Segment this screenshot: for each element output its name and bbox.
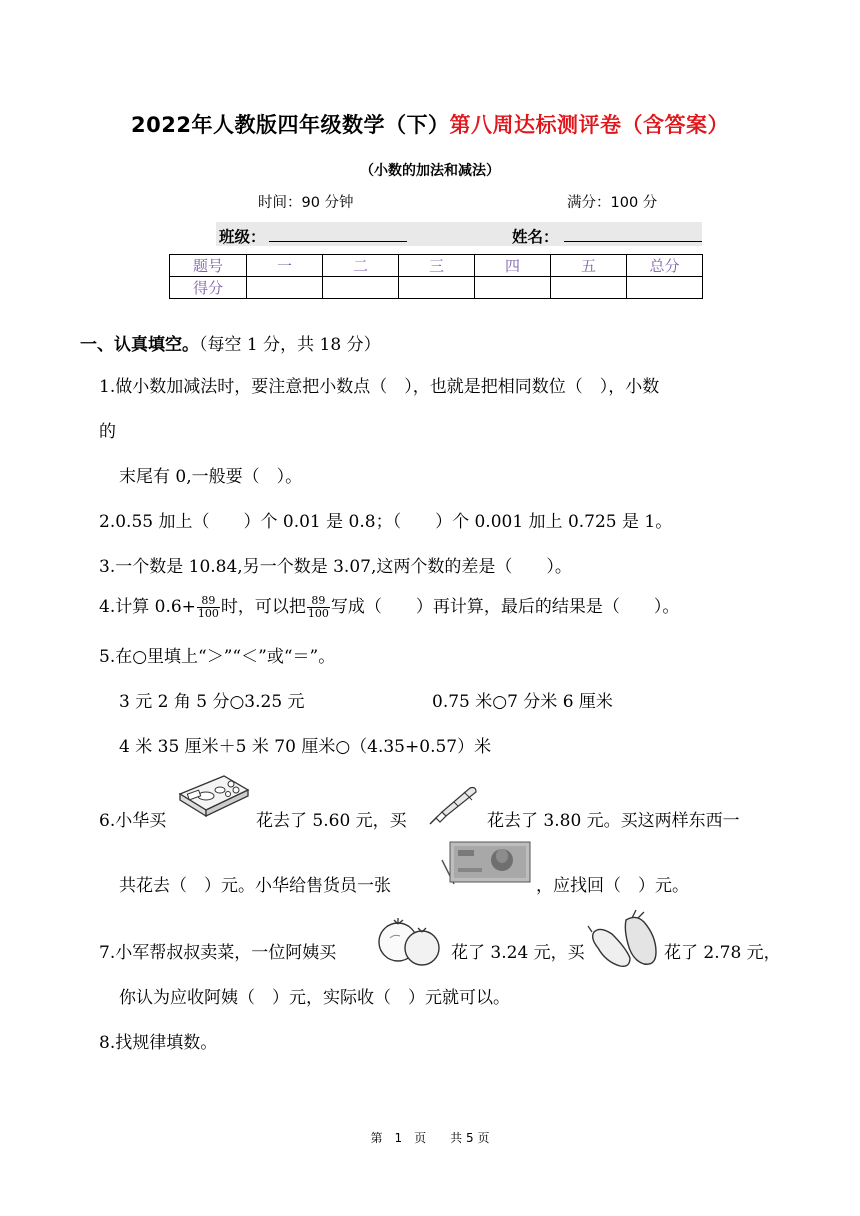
name-field[interactable] <box>564 241 702 242</box>
fraction-denominator: 100 <box>197 607 219 620</box>
score-row-label: 得分 <box>170 277 247 299</box>
title-main: 2022年人教版四年级数学（下） <box>131 113 450 137</box>
score-header-cell: 五 <box>551 255 627 277</box>
score-table-header-row <box>170 255 703 277</box>
pencil-box-icon <box>176 770 252 818</box>
fraction-denominator: 100 <box>307 607 329 620</box>
score-cell[interactable] <box>323 277 399 299</box>
banknote-icon <box>440 838 532 888</box>
page-title <box>0 109 860 139</box>
fraction-numerator: 89 <box>307 595 330 608</box>
score-header-cell: 一 <box>247 255 323 277</box>
student-info-bar <box>216 222 702 246</box>
question-4-part-c: 写成（ ）再计算，最后的结果是（ ）。 <box>330 597 680 617</box>
score-table-score-row <box>170 277 703 299</box>
question-5-item-b: 0.75 米○7 分米 6 厘米 <box>432 692 613 712</box>
eggplants-icon <box>586 906 662 972</box>
fraction <box>307 595 330 620</box>
title-highlight: 第八周达标测评卷（含答案） <box>449 113 729 137</box>
question-3: 3.一个数是 10.84,另一个数是 3.07,这两个数的差是（ ）。 <box>99 557 572 577</box>
question-6-part-a: 6.小华买 <box>99 811 167 831</box>
question-5-item-a: 3 元 2 角 5 分○3.25 元 <box>119 692 305 712</box>
full-score: 满分：100 分 <box>567 195 658 211</box>
page-footer: 第 1 页 共 5 页 <box>370 1131 490 1145</box>
question-4-part-b: 时，可以把 <box>220 597 306 617</box>
score-cell[interactable] <box>551 277 627 299</box>
question-7-part-a: 7.小军帮叔叔卖菜，一位阿姨买 <box>99 943 337 963</box>
name-label: 姓名： <box>512 228 559 246</box>
question-4 <box>99 592 679 620</box>
time-limit: 时间：90 分钟 <box>258 195 354 211</box>
question-6-part-c: 花去了 3.80 元。买这两样东西一 <box>487 811 740 831</box>
fraction <box>197 595 220 620</box>
score-header-cell: 三 <box>399 255 475 277</box>
score-cell[interactable] <box>627 277 703 299</box>
class-field[interactable] <box>269 241 407 242</box>
tomatoes-icon <box>374 912 446 970</box>
fraction-numerator: 89 <box>197 595 220 608</box>
score-table <box>169 254 703 299</box>
question-6-part-e: ，应找回（ ）元。 <box>536 876 689 896</box>
question-7-part-b: 花了 3.24 元，买 <box>451 943 585 963</box>
question-6-part-b: 花去了 5.60 元，买 <box>256 811 407 831</box>
question-2: 2.0.55 加上（ ）个 0.01 是 0.8；（ ）个 0.001 加上 0.725 是 1。 <box>99 512 673 532</box>
question-7-part-d: 你认为应收阿姨（ ）元，实际收（ ）元就可以。 <box>119 988 510 1008</box>
question-1-line-3: 末尾有 0,一般要（ ）。 <box>119 467 303 487</box>
score-cell[interactable] <box>247 277 323 299</box>
section-note: （每空 1 分，共 18 分） <box>199 335 381 355</box>
class-label: 班级： <box>219 228 266 246</box>
section-heading <box>80 330 381 355</box>
score-cell[interactable] <box>399 277 475 299</box>
question-4-part-a: 4.计算 0.6+ <box>99 597 196 617</box>
page-subtitle: （小数的加法和减法） <box>360 163 500 179</box>
question-5-item-c: 4 米 35 厘米＋5 米 70 厘米○（4.35+0.57）米 <box>119 737 492 757</box>
score-header-cell: 题号 <box>170 255 247 277</box>
score-header-cell: 二 <box>323 255 399 277</box>
question-6-part-d: 共花去（ ）元。小华给售货员一张 <box>119 876 391 896</box>
score-header-cell: 四 <box>475 255 551 277</box>
question-5: 5.在○里填上“＞”“＜”或“＝”。 <box>99 647 336 667</box>
score-cell[interactable] <box>475 277 551 299</box>
question-1-line-1: 1.做小数加减法时，要注意把小数点（ ），也就是把相同数位（ ），小数 <box>99 377 660 397</box>
question-1-line-2: 的 <box>99 422 116 442</box>
fountain-pen-icon <box>424 782 482 828</box>
question-7-part-c: 花了 2.78 元， <box>664 943 781 963</box>
score-header-cell: 总分 <box>627 255 703 277</box>
question-8: 8.找规律填数。 <box>99 1033 218 1053</box>
section-title: 一、认真填空。 <box>80 335 199 355</box>
